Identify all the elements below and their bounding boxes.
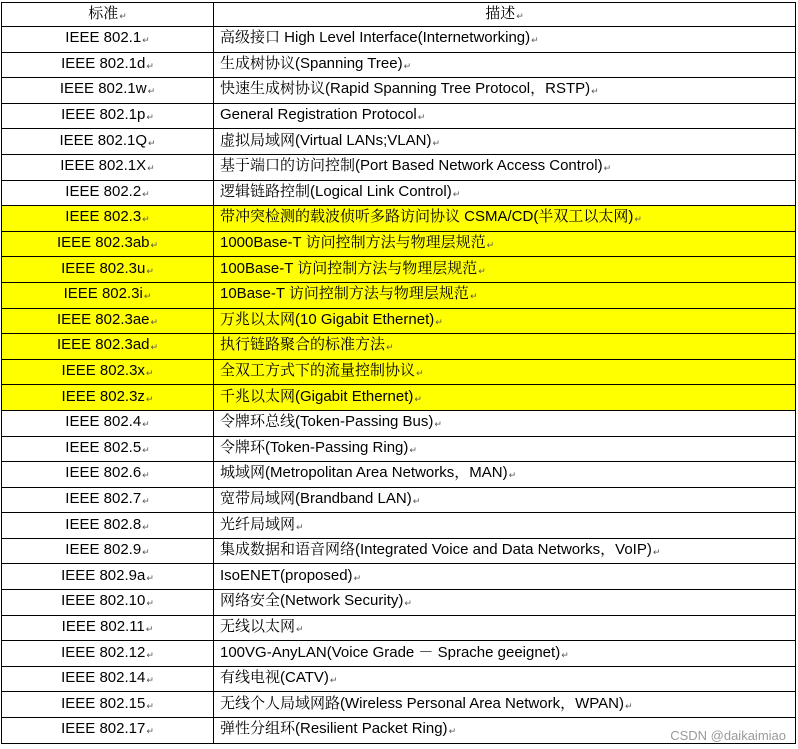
description-text: 千兆以太网(Gigabit Ethernet) [220, 387, 414, 405]
standard-cell: IEEE 802.1↵ [2, 27, 214, 53]
standard-cell: IEEE 802.3u↵ [2, 257, 214, 283]
standard-cell: IEEE 802.12↵ [2, 641, 214, 667]
standard-text: IEEE 802.4 [65, 413, 142, 431]
standard-text: IEEE 802.12 [61, 643, 146, 661]
standard-text: IEEE 802.10 [61, 592, 146, 610]
standard-text: IEEE 802.3ad [56, 336, 150, 354]
standard-text: IEEE 802.1Q [59, 131, 147, 149]
standard-text: IEEE 802.8 [65, 515, 142, 533]
standard-text: IEEE 802.3 [65, 208, 142, 226]
standard-text: IEEE 802.3ae [56, 310, 150, 328]
description-text: 无线个人局域网路(Wireless Personal Area Network，WPAN) [220, 694, 624, 712]
description-cell: 网络安全(Network Security)↵ [214, 590, 796, 616]
standard-cell: IEEE 802.3ae↵ [2, 308, 214, 334]
description-cell: 带冲突检测的载波侦听多路访问协议 CSMA/CD(半双工以太网)↵ [214, 206, 796, 232]
description-cell: 100VG-AnyLAN(Voice Grade － Sprache geeignet)↵ [214, 641, 796, 667]
description-cell: 集成数据和语音网络(Integrated Voice and Data Networks，VoIP)↵ [214, 538, 796, 564]
standard-cell: IEEE 802.14↵ [2, 666, 214, 692]
table-row [2, 538, 796, 564]
standard-cell: IEEE 802.8↵ [2, 513, 214, 539]
standard-text: IEEE 802.17 [61, 720, 146, 738]
csdn-watermark: CSDN @daikaimiao [670, 728, 786, 743]
table-row [2, 513, 796, 539]
standard-cell: IEEE 802.1w↵ [2, 78, 214, 104]
description-text: 光纤局域网 [220, 515, 296, 533]
description-text: 无线以太网 [220, 617, 296, 635]
header-standard: 标准↵ [2, 3, 214, 27]
table-row [2, 27, 796, 53]
standard-text: IEEE 802.3x [61, 362, 145, 380]
description-text: 宽带局域网(Brandband LAN) [220, 489, 412, 507]
standard-text: IEEE 802.3u [61, 259, 146, 277]
standard-text: IEEE 802.1X [60, 157, 147, 175]
header-standard-label: 标准 [88, 4, 119, 22]
description-cell: 弹性分组环(Resilient Packet Ring)↵ [214, 718, 796, 744]
description-cell: 城域网(Metropolitan Area Networks，MAN)↵ [214, 462, 796, 488]
description-text: 生成树协议(Spanning Tree) [220, 54, 403, 72]
standard-cell: IEEE 802.11↵ [2, 615, 214, 641]
standard-cell: IEEE 802.10↵ [2, 590, 214, 616]
table-row [2, 410, 796, 436]
standard-text: IEEE 802.1p [61, 106, 146, 124]
description-text: 城域网(Metropolitan Area Networks，MAN) [220, 464, 508, 482]
description-text: 弹性分组环(Resilient Packet Ring) [220, 720, 448, 738]
table-row [2, 282, 796, 308]
table-row [2, 231, 796, 257]
standard-cell: IEEE 802.1d↵ [2, 52, 214, 78]
table-row [2, 462, 796, 488]
standard-cell: IEEE 802.17↵ [2, 718, 214, 744]
description-text: 令牌环(Token-Passing Ring) [220, 438, 409, 456]
description-text: General Registration Protocol [220, 106, 417, 124]
header-description: 描述↵ [214, 3, 796, 27]
description-text: 有线电视(CATV) [220, 669, 329, 687]
table-row [2, 641, 796, 667]
description-cell: 高级接口 High Level Interface(Internetworking)↵ [214, 27, 796, 53]
table-row [2, 180, 796, 206]
description-text: 万兆以太网(10 Gigabit Ethernet) [220, 310, 435, 328]
table-row [2, 52, 796, 78]
description-cell: 千兆以太网(Gigabit Ethernet)↵ [214, 385, 796, 411]
description-text: 集成数据和语音网络(Integrated Voice and Data Networks，VoIP) [220, 541, 652, 559]
description-text: 网络安全(Network Security) [220, 592, 404, 610]
standard-cell: IEEE 802.3ab↵ [2, 231, 214, 257]
description-cell: 宽带局域网(Brandband LAN)↵ [214, 487, 796, 513]
standard-cell: IEEE 802.6↵ [2, 462, 214, 488]
description-text: 虚拟局域网(Virtual LANs;VLAN) [220, 131, 432, 149]
header-description-label: 描述 [485, 4, 516, 22]
standard-text: IEEE 802.1w [59, 80, 147, 98]
standard-text: IEEE 802.1d [61, 54, 146, 72]
standard-cell: IEEE 802.3z↵ [2, 385, 214, 411]
standard-text: IEEE 802.3ab [56, 234, 150, 252]
standard-text: IEEE 802.3i [63, 285, 143, 303]
table-row [2, 206, 796, 232]
standard-cell: IEEE 802.15↵ [2, 692, 214, 718]
table-row [2, 129, 796, 155]
standard-cell: IEEE 802.3ad↵ [2, 334, 214, 360]
table-row [2, 487, 796, 513]
standard-cell: IEEE 802.3x↵ [2, 359, 214, 385]
table-header-row [2, 3, 796, 27]
standard-cell: IEEE 802.1X↵ [2, 154, 214, 180]
description-text: 全双工方式下的流量控制协议 [220, 362, 416, 380]
description-cell: General Registration Protocol↵ [214, 103, 796, 129]
description-cell: 快速生成树协议(Rapid Spanning Tree Protocol，RSTP)↵ [214, 78, 796, 104]
description-cell: 1000Base-T 访问控制方法与物理层规范↵ [214, 231, 796, 257]
description-cell: 令牌环(Token-Passing Ring)↵ [214, 436, 796, 462]
table-row [2, 666, 796, 692]
standard-cell: IEEE 802.1p↵ [2, 103, 214, 129]
standard-cell: IEEE 802.2↵ [2, 180, 214, 206]
standard-text: IEEE 802.14 [61, 669, 146, 687]
standard-text: IEEE 802.6 [65, 464, 142, 482]
description-text: 令牌环总线(Token-Passing Bus) [220, 413, 434, 431]
table-row [2, 359, 796, 385]
description-text: 100VG-AnyLAN(Voice Grade － Sprache geeignet) [220, 643, 561, 661]
standard-cell: IEEE 802.5↵ [2, 436, 214, 462]
description-cell: 光纤局域网↵ [214, 513, 796, 539]
description-cell: 全双工方式下的流量控制协议↵ [214, 359, 796, 385]
description-text: 高级接口 High Level Interface(Internetworking) [220, 29, 531, 47]
ieee-standards-table [1, 2, 796, 744]
description-text: 快速生成树协议(Rapid Spanning Tree Protocol，RSTP) [220, 80, 591, 98]
standard-text: IEEE 802.5 [65, 438, 142, 456]
table-row [2, 308, 796, 334]
description-cell: 基于端口的访问控制(Port Based Network Access Control)↵ [214, 154, 796, 180]
description-cell: 万兆以太网(10 Gigabit Ethernet)↵ [214, 308, 796, 334]
standard-text: IEEE 802.9 [65, 541, 142, 559]
table-row [2, 78, 796, 104]
table-row [2, 334, 796, 360]
standard-cell: IEEE 802.9↵ [2, 538, 214, 564]
standard-text: IEEE 802.2 [65, 182, 142, 200]
standard-text: IEEE 802.9a [61, 566, 146, 584]
table-row [2, 154, 796, 180]
standard-text: IEEE 802.7 [65, 489, 142, 507]
table-row [2, 436, 796, 462]
standard-cell: IEEE 802.4↵ [2, 410, 214, 436]
table-row [2, 692, 796, 718]
table-row [2, 564, 796, 590]
table-row [2, 385, 796, 411]
description-text: 基于端口的访问控制(Port Based Network Access Control) [220, 157, 603, 175]
description-cell: 有线电视(CATV)↵ [214, 666, 796, 692]
standard-text: IEEE 802.1 [65, 29, 142, 47]
description-cell: IsoENET(proposed)↵ [214, 564, 796, 590]
description-text: 1000Base-T 访问控制方法与物理层规范 [220, 234, 486, 252]
description-cell: 无线个人局域网路(Wireless Personal Area Network，WPAN)↵ [214, 692, 796, 718]
description-cell: 10Base-T 访问控制方法与物理层规范↵ [214, 282, 796, 308]
table-row [2, 257, 796, 283]
description-cell: 逻辑链路控制(Logical Link Control)↵ [214, 180, 796, 206]
description-text: IsoENET(proposed) [220, 566, 353, 584]
table-row [2, 103, 796, 129]
standard-cell: IEEE 802.9a↵ [2, 564, 214, 590]
description-cell: 虚拟局域网(Virtual LANs;VLAN)↵ [214, 129, 796, 155]
standard-text: IEEE 802.3z [61, 387, 145, 405]
description-text: 执行链路聚合的标准方法 [220, 336, 386, 354]
standard-text: IEEE 802.11 [61, 617, 145, 635]
description-cell: 无线以太网↵ [214, 615, 796, 641]
standard-cell: IEEE 802.1Q↵ [2, 129, 214, 155]
table-row [2, 615, 796, 641]
standard-cell: IEEE 802.7↵ [2, 487, 214, 513]
description-cell: 生成树协议(Spanning Tree)↵ [214, 52, 796, 78]
description-text: 带冲突检测的载波侦听多路访问协议 CSMA/CD(半双工以太网) [220, 208, 634, 226]
description-cell: 100Base-T 访问控制方法与物理层规范↵ [214, 257, 796, 283]
description-text: 10Base-T 访问控制方法与物理层规范 [220, 285, 469, 303]
standard-cell: IEEE 802.3i↵ [2, 282, 214, 308]
description-cell: 令牌环总线(Token-Passing Bus)↵ [214, 410, 796, 436]
description-text: 逻辑链路控制(Logical Link Control) [220, 182, 452, 200]
standard-cell: IEEE 802.3↵ [2, 206, 214, 232]
standard-text: IEEE 802.15 [61, 694, 146, 712]
table-row [2, 590, 796, 616]
description-cell: 执行链路聚合的标准方法↵ [214, 334, 796, 360]
description-text: 100Base-T 访问控制方法与物理层规范 [220, 259, 478, 277]
